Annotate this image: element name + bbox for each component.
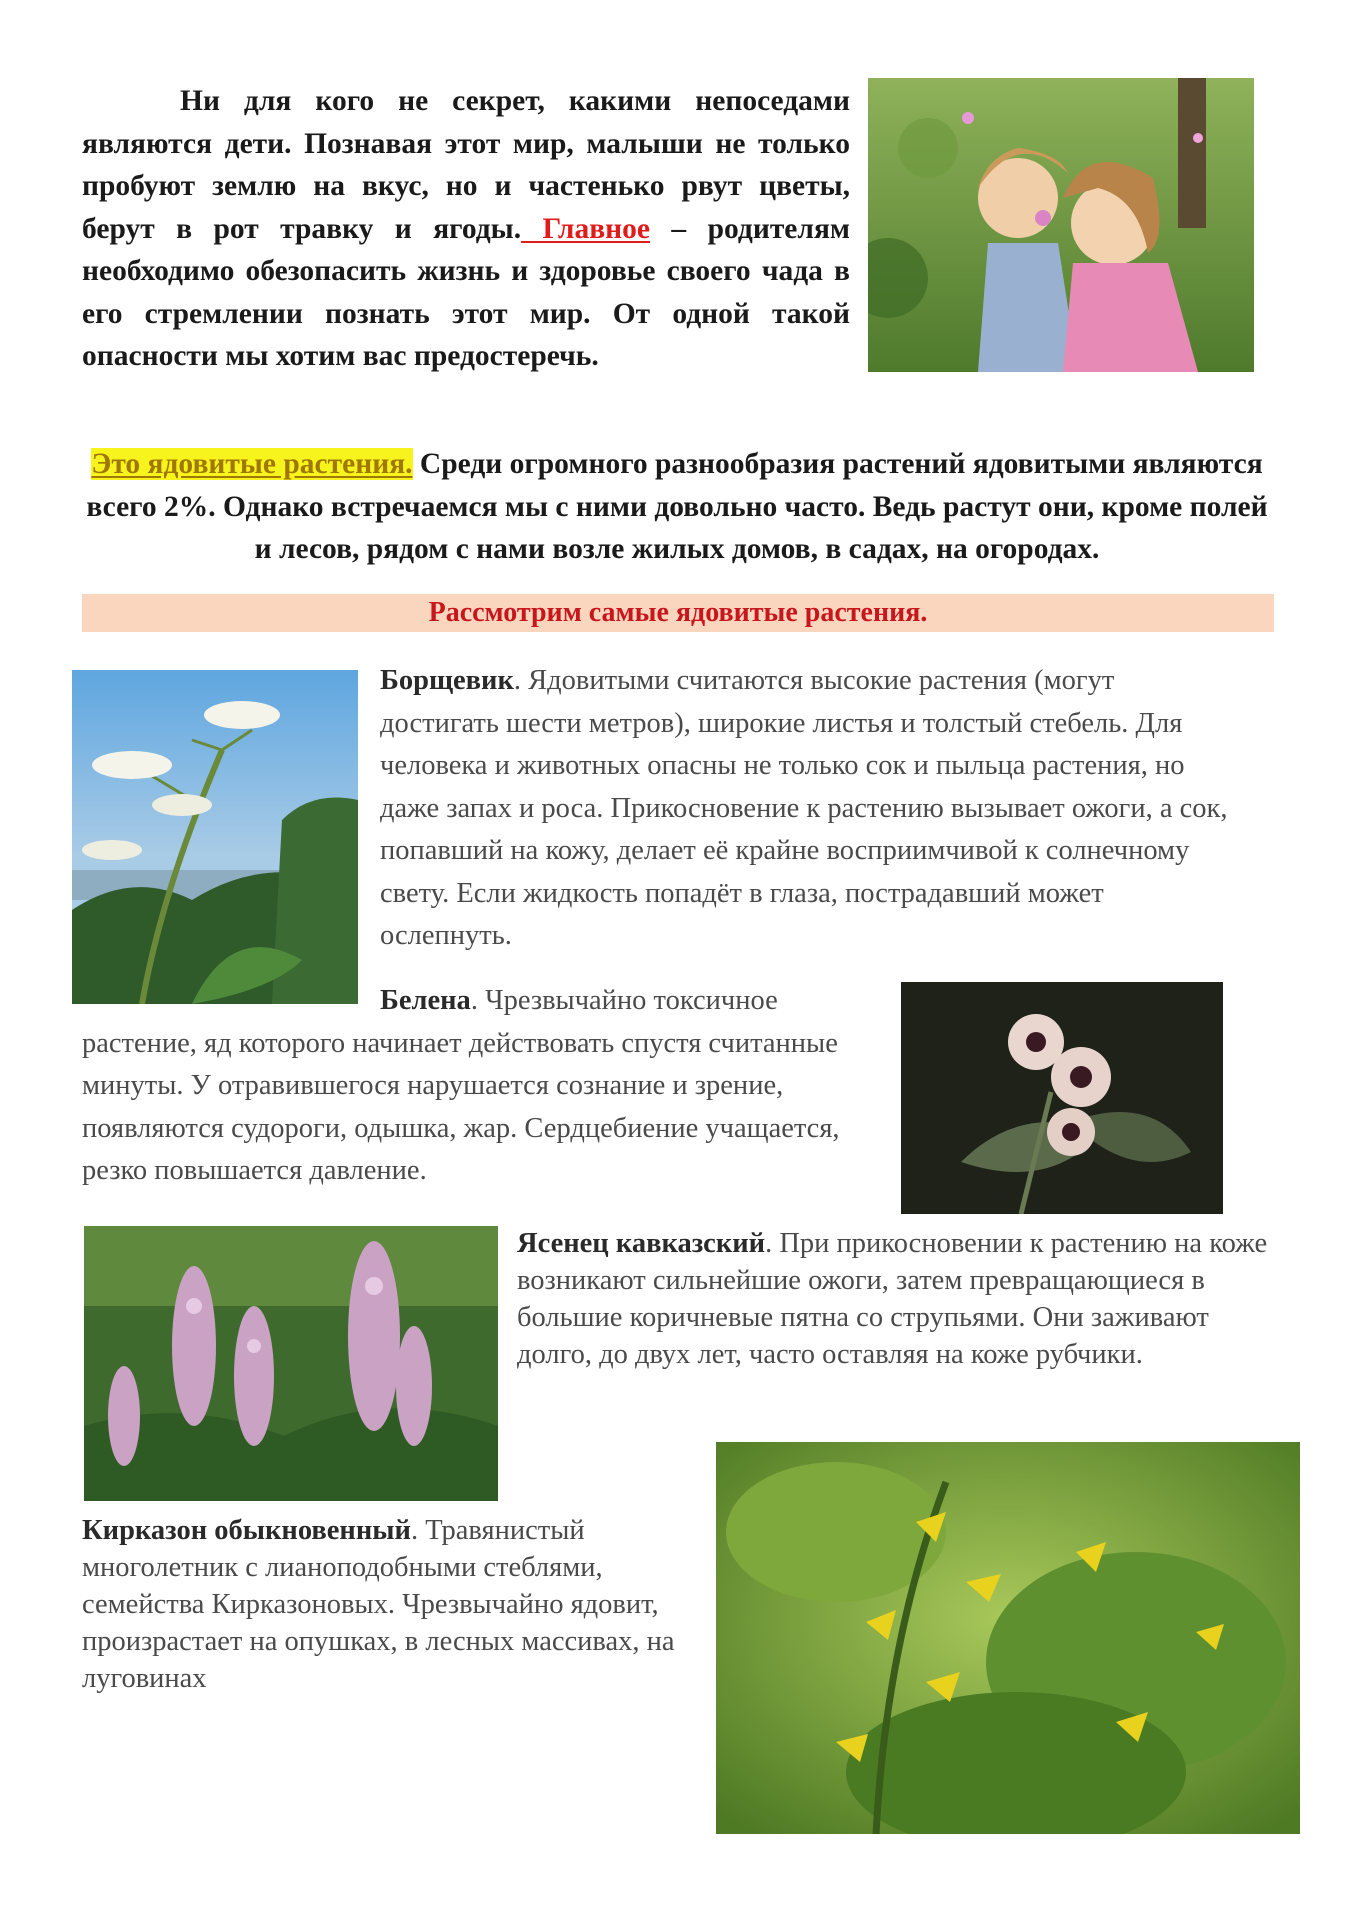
poison-highlight: Это ядовитые растения. (91, 448, 413, 480)
birthwort-photo (716, 1442, 1300, 1834)
birthwort-name: Кирказон обыкновенный (82, 1515, 411, 1546)
main-point-link: Главное (521, 212, 651, 245)
children-photo (868, 78, 1254, 372)
hogweed-name: Борщевик (380, 665, 514, 696)
birthwort-description (82, 1512, 702, 1697)
henbane-name: Белена (380, 985, 471, 1016)
henbane-description (82, 980, 882, 1193)
intro-paragraph (82, 80, 850, 378)
intro-text-end: – родителям необходимо обезопасить жизнь и здоровье своего чада в его стремлении познать этот мир. От одной такой опасности мы хотим вас предостеречь. (82, 212, 851, 372)
birthwort-text: . Травянистый многолетник с лианоподобными стеблями, семейства Кирказоновых. Чрезвычайно ядовит, произрастает на опушках, в лесных массивах, на луговинах (82, 1515, 675, 1694)
hogweed-description (380, 660, 1240, 958)
burning-bush-name: Ясенец кавказский (517, 1228, 766, 1259)
hogweed-photo (72, 670, 358, 1004)
section-banner: Рассмотрим самые ядовитые растения. (82, 594, 1274, 632)
burning-bush-text: . При прикосновении к растению на коже возникают сильнейшие ожоги, затем превращающиеся в большие коричневые пятна со струпьями. Они заживают долго, до двух лет, часто оставляя на коже рубчики. (517, 1228, 1268, 1370)
henbane-text: . Чрезвычайно токсичное растение, яд которого начинает действовать спустя считанные минуты. У отравившегося нарушается сознание и зрение, появляются судороги, одышка, жар. Сердцебиение учащается, резко повышается давление. (82, 985, 840, 1186)
warning-text: Среди огромного разнообразия растений ядовитыми являются всего 2%. Однако встречаемся мы с ними довольно часто. Ведь растут они, кроме полей и лесов, рядом с нами возле жилых домов, в садах, на огородах. (86, 448, 1268, 565)
warning-paragraph (82, 443, 1272, 571)
henbane-photo (901, 982, 1223, 1214)
burning-bush-description (517, 1225, 1277, 1373)
hogweed-text: . Ядовитыми считаются высокие растения (могут достигать шести метров), широкие листья и толстый стебель. Для человека и животных опасны не только сок и пыльца растения, но даже запах и роса. Прикосновение к растению вызывает ожоги, а сок, попавший на кожу, делает её крайне восприимчивой к солнечному свету. Если жидкость попадёт в глаза, пострадавший может ослепнуть. (380, 665, 1228, 951)
intro-text: Ни для кого не секрет, какими непоседами являются дети. Познавая этот мир, малыши не только пробуют землю на вкус, но и частенько рвут цветы, берут в рот травку и ягоды. (82, 85, 850, 245)
burning-bush-photo (84, 1226, 498, 1501)
